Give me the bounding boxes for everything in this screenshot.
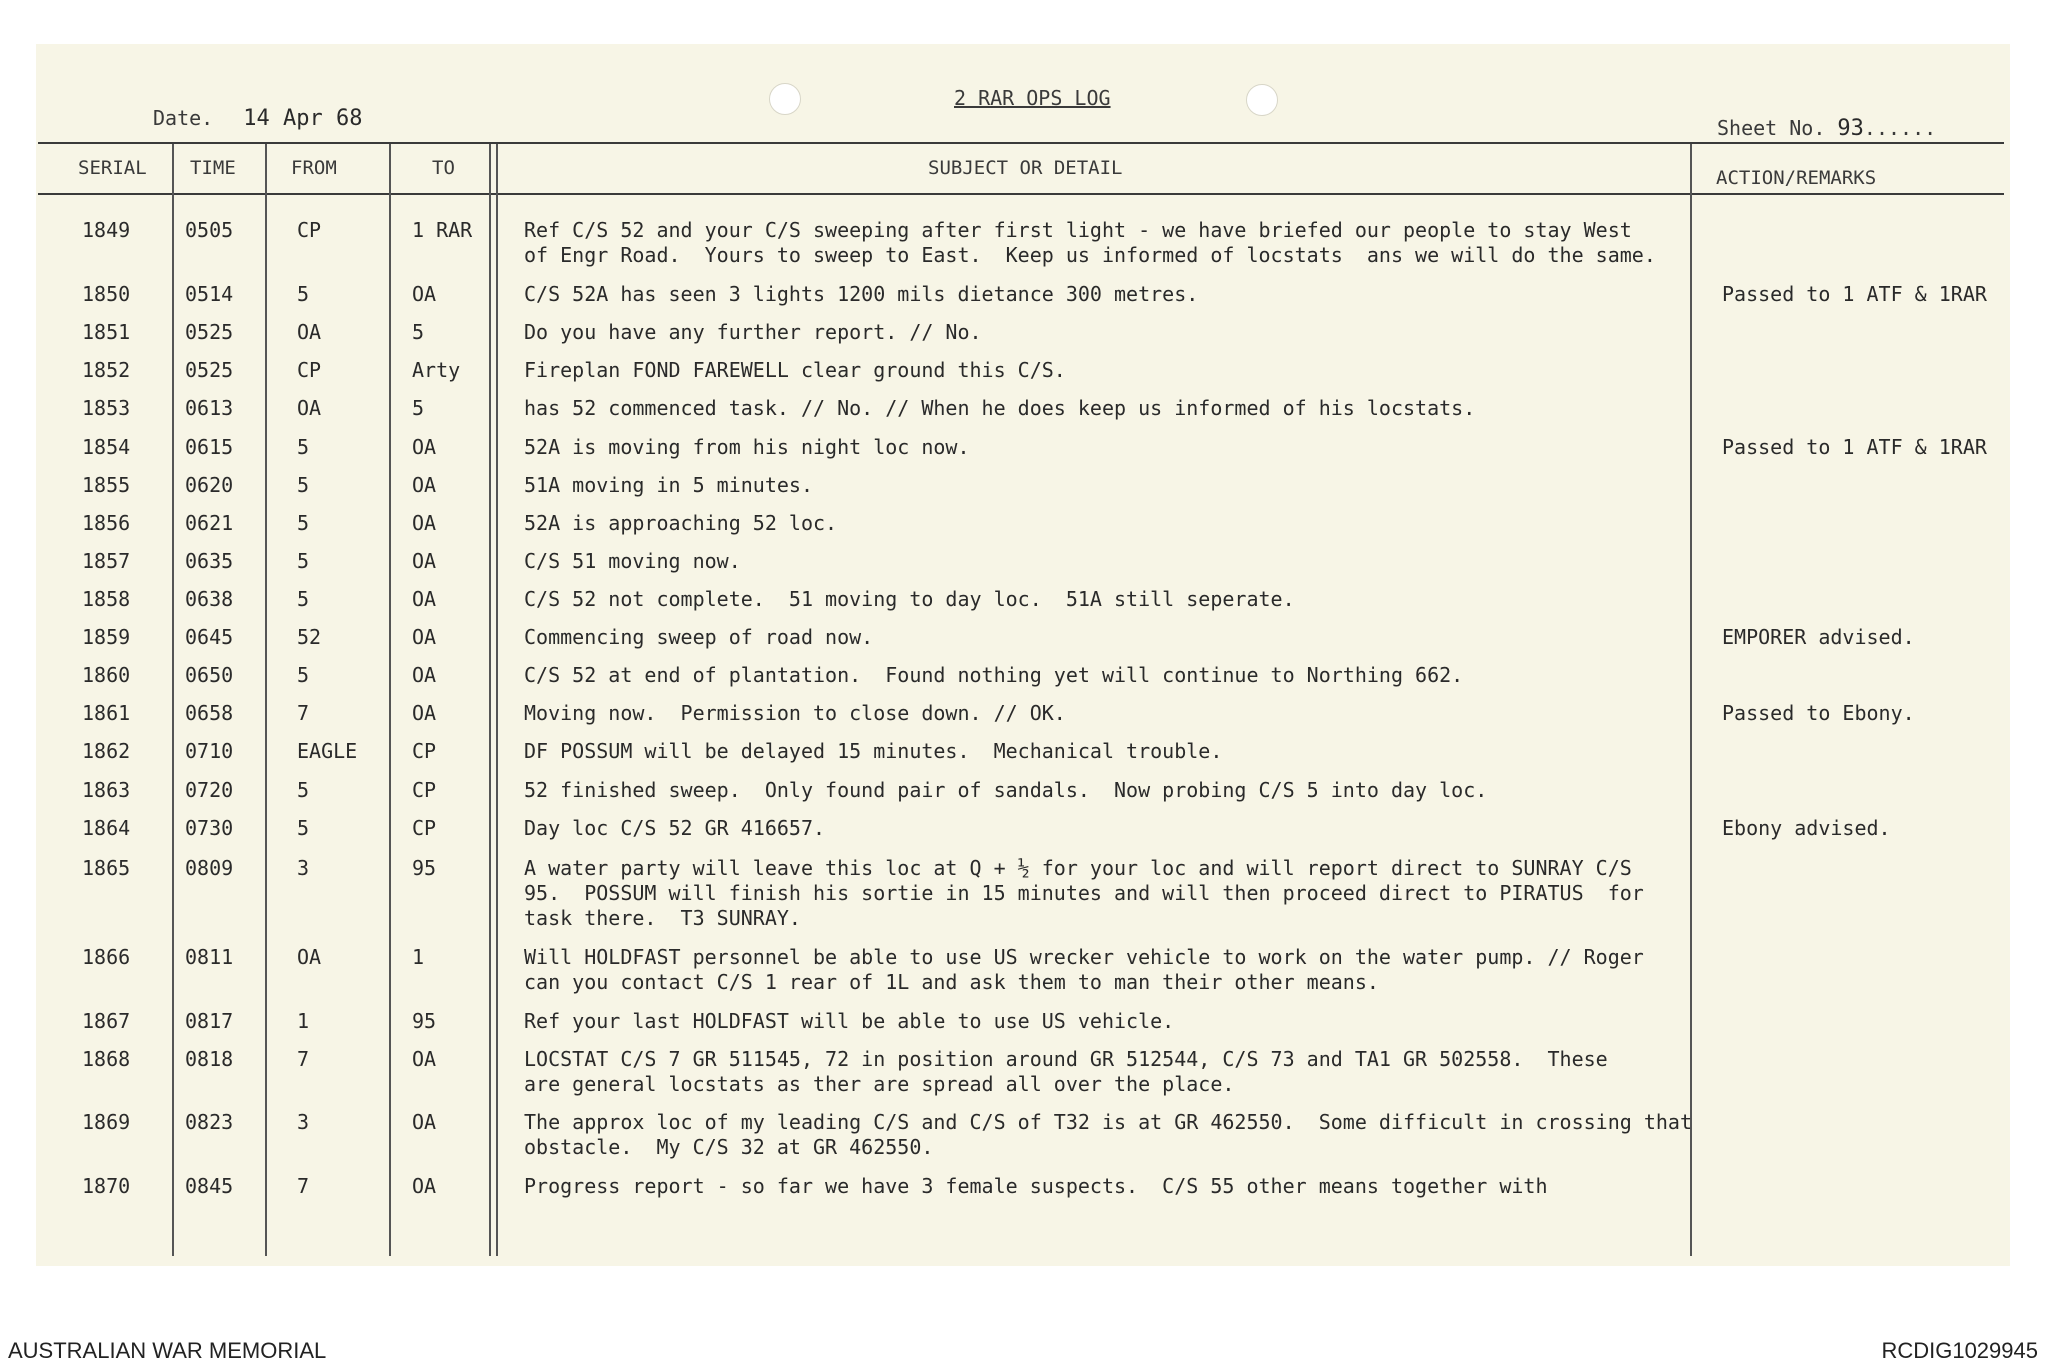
sheet-value: 93 xyxy=(1837,116,1864,141)
serial-cell: 1861 xyxy=(82,701,131,725)
time-cell: 0809 xyxy=(185,856,234,880)
serial-cell: 1862 xyxy=(82,739,131,763)
detail-line: are general locstats as ther are spread all over the place. xyxy=(524,1072,1235,1096)
date-field xyxy=(153,106,362,131)
serial-cell: 1860 xyxy=(82,663,131,687)
to-cell: OA xyxy=(412,587,437,611)
action-cell: EMPORER advised. xyxy=(1722,625,1915,649)
from-cell: 5 xyxy=(297,816,310,840)
serial-cell: 1864 xyxy=(82,816,131,840)
from-cell: CP xyxy=(297,358,322,382)
detail-line: 52 finished sweep. Only found pair of sandals. Now probing C/S 5 into day loc. xyxy=(524,778,1488,802)
punch-hole-right xyxy=(1246,84,1278,116)
detail-line: has 52 commenced task. // No. // When he does keep us informed of his locstats. xyxy=(524,396,1476,420)
time-cell: 0817 xyxy=(185,1009,234,1033)
header-rule-top xyxy=(38,142,2004,144)
serial-cell: 1851 xyxy=(82,320,131,344)
serial-cell: 1857 xyxy=(82,549,131,573)
from-cell: 3 xyxy=(297,1110,310,1134)
time-cell: 0635 xyxy=(185,549,234,573)
serial-cell: 1854 xyxy=(82,435,131,459)
from-cell: 5 xyxy=(297,282,310,306)
to-cell: OA xyxy=(412,473,437,497)
time-cell: 0823 xyxy=(185,1110,234,1134)
column-header-to: TO xyxy=(432,157,455,179)
date-value: 14 Apr 68 xyxy=(243,106,363,131)
to-cell: OA xyxy=(412,511,437,535)
serial-cell: 1853 xyxy=(82,396,131,420)
detail-line: 51A moving in 5 minutes. xyxy=(524,473,813,497)
from-cell: OA xyxy=(297,945,322,969)
header-rule-bottom xyxy=(38,193,2004,195)
from-cell: 7 xyxy=(297,701,310,725)
column-divider xyxy=(172,144,174,1256)
column-header-from: FROM xyxy=(291,157,337,179)
detail-line: Ref C/S 52 and your C/S sweeping after first light - we have briefed our people to stay West xyxy=(524,218,1632,242)
action-cell: Passed to 1 ATF & 1RAR xyxy=(1722,282,1987,306)
column-header-subject: SUBJECT OR DETAIL xyxy=(928,157,1123,179)
from-cell: 52 xyxy=(297,625,322,649)
column-divider xyxy=(496,144,498,1256)
from-cell: 5 xyxy=(297,511,310,535)
detail-line: 52A is approaching 52 loc. xyxy=(524,511,838,535)
from-cell: 5 xyxy=(297,587,310,611)
to-cell: OA xyxy=(412,1174,437,1198)
time-cell: 0620 xyxy=(185,473,234,497)
detail-line: Fireplan FOND FAREWELL clear ground this C/S. xyxy=(524,358,1066,382)
from-cell: EAGLE xyxy=(297,739,358,763)
action-cell: Passed to Ebony. xyxy=(1722,701,1915,725)
time-cell: 0505 xyxy=(185,218,234,242)
detail-line: of Engr Road. Yours to sweep to East. Keep us informed of locstats ans we will do the same. xyxy=(524,243,1656,267)
time-cell: 0645 xyxy=(185,625,234,649)
detail-line: 95. POSSUM will finish his sortie in 15 minutes and will then proceed direct to PIRATUS for xyxy=(524,881,1644,905)
detail-line: C/S 52 not complete. 51 moving to day loc. 51A still seperate. xyxy=(524,587,1295,611)
serial-cell: 1859 xyxy=(82,625,131,649)
punch-hole-left xyxy=(769,83,801,115)
from-cell: 7 xyxy=(297,1174,310,1198)
detail-line: DF POSSUM will be delayed 15 minutes. Mechanical trouble. xyxy=(524,739,1223,763)
detail-line: Will HOLDFAST personnel be able to use US wrecker vehicle to work on the water pump. // Roger xyxy=(524,945,1644,969)
time-cell: 0514 xyxy=(185,282,234,306)
to-cell: OA xyxy=(412,1110,437,1134)
column-header-serial: SERIAL xyxy=(78,157,147,179)
serial-cell: 1850 xyxy=(82,282,131,306)
time-cell: 0658 xyxy=(185,701,234,725)
from-cell: 5 xyxy=(297,663,310,687)
to-cell: OA xyxy=(412,435,437,459)
column-divider xyxy=(389,144,391,1256)
log-title: 2 RAR OPS LOG xyxy=(954,86,1111,110)
serial-cell: 1863 xyxy=(82,778,131,802)
serial-cell: 1870 xyxy=(82,1174,131,1198)
to-cell: 95 xyxy=(412,856,437,880)
detail-line: C/S 52A has seen 3 lights 1200 mils dietance 300 metres. xyxy=(524,282,1199,306)
detail-line: C/S 51 moving now. xyxy=(524,549,741,573)
from-cell: OA xyxy=(297,396,322,420)
detail-line: LOCSTAT C/S 7 GR 511545, 72 in position around GR 512544, C/S 73 and TA1 GR 502558. These xyxy=(524,1047,1608,1071)
date-label: Date. xyxy=(153,106,214,130)
to-cell: OA xyxy=(412,701,437,725)
from-cell: CP xyxy=(297,218,322,242)
to-cell: 1 xyxy=(412,945,425,969)
from-cell: 3 xyxy=(297,856,310,880)
time-cell: 0720 xyxy=(185,778,234,802)
to-cell: 1 RAR xyxy=(412,218,473,242)
detail-line: Progress report - so far we have 3 female suspects. C/S 55 other means together with xyxy=(524,1174,1548,1198)
detail-line: 52A is moving from his night loc now. xyxy=(524,435,970,459)
to-cell: OA xyxy=(412,282,437,306)
from-cell: 5 xyxy=(297,549,310,573)
serial-cell: 1855 xyxy=(82,473,131,497)
to-cell: OA xyxy=(412,549,437,573)
action-cell: Passed to 1 ATF & 1RAR xyxy=(1722,435,1987,459)
serial-cell: 1865 xyxy=(82,856,131,880)
serial-cell: 1869 xyxy=(82,1110,131,1134)
from-cell: 7 xyxy=(297,1047,310,1071)
time-cell: 0730 xyxy=(185,816,234,840)
serial-cell: 1868 xyxy=(82,1047,131,1071)
serial-cell: 1867 xyxy=(82,1009,131,1033)
time-cell: 0621 xyxy=(185,511,234,535)
column-header-action: ACTION/REMARKS xyxy=(1716,167,1877,189)
time-cell: 0811 xyxy=(185,945,234,969)
to-cell: OA xyxy=(412,1047,437,1071)
column-header-time: TIME xyxy=(190,157,236,179)
time-cell: 0650 xyxy=(185,663,234,687)
detail-line: can you contact C/S 1 rear of 1L and ask them to man their other means. xyxy=(524,970,1379,994)
detail-line: Commencing sweep of road now. xyxy=(524,625,874,649)
detail-line: Moving now. Permission to close down. // OK. xyxy=(524,701,1066,725)
to-cell: 5 xyxy=(412,320,425,344)
from-cell: 1 xyxy=(297,1009,310,1033)
from-cell: OA xyxy=(297,320,322,344)
to-cell: 5 xyxy=(412,396,425,420)
action-cell: Ebony advised. xyxy=(1722,816,1891,840)
to-cell: OA xyxy=(412,663,437,687)
serial-cell: 1852 xyxy=(82,358,131,382)
to-cell: CP xyxy=(412,739,437,763)
column-divider xyxy=(1690,144,1692,1256)
time-cell: 0615 xyxy=(185,435,234,459)
time-cell: 0613 xyxy=(185,396,234,420)
to-cell: CP xyxy=(412,778,437,802)
column-divider xyxy=(265,144,267,1256)
serial-cell: 1858 xyxy=(82,587,131,611)
footer-source: AUSTRALIAN WAR MEMORIAL xyxy=(8,1338,327,1363)
from-cell: 5 xyxy=(297,778,310,802)
detail-line: Do you have any further report. // No. xyxy=(524,320,982,344)
to-cell: OA xyxy=(412,625,437,649)
to-cell: 95 xyxy=(412,1009,437,1033)
sheet-label: Sheet No. xyxy=(1717,116,1826,140)
detail-line: C/S 52 at end of plantation. Found nothing yet will continue to Northing 662. xyxy=(524,663,1464,687)
serial-cell: 1849 xyxy=(82,218,131,242)
detail-line: A water party will leave this loc at Q + ½ for your loc and will report direct to SUNRAY C/S xyxy=(524,856,1632,880)
footer-reference: RCDIG1029945 xyxy=(1881,1338,2038,1363)
column-divider xyxy=(489,144,491,1256)
detail-line: Day loc C/S 52 GR 416657. xyxy=(524,816,826,840)
to-cell: Arty xyxy=(412,358,461,382)
to-cell: CP xyxy=(412,816,437,840)
serial-cell: 1856 xyxy=(82,511,131,535)
from-cell: 5 xyxy=(297,473,310,497)
time-cell: 0638 xyxy=(185,587,234,611)
time-cell: 0710 xyxy=(185,739,234,763)
detail-line: task there. T3 SUNRAY. xyxy=(524,906,801,930)
serial-cell: 1866 xyxy=(82,945,131,969)
from-cell: 5 xyxy=(297,435,310,459)
time-cell: 0845 xyxy=(185,1174,234,1198)
sheet-number-field: Sheet No. 93...... xyxy=(1717,116,1937,141)
detail-line: obstacle. My C/S 32 at GR 462550. xyxy=(524,1135,934,1159)
detail-line: Ref your last HOLDFAST will be able to use US vehicle. xyxy=(524,1009,1175,1033)
time-cell: 0818 xyxy=(185,1047,234,1071)
time-cell: 0525 xyxy=(185,320,234,344)
time-cell: 0525 xyxy=(185,358,234,382)
detail-line: The approx loc of my leading C/S and C/S of T32 is at GR 462550. Some difficult in crossing that xyxy=(524,1110,1692,1134)
